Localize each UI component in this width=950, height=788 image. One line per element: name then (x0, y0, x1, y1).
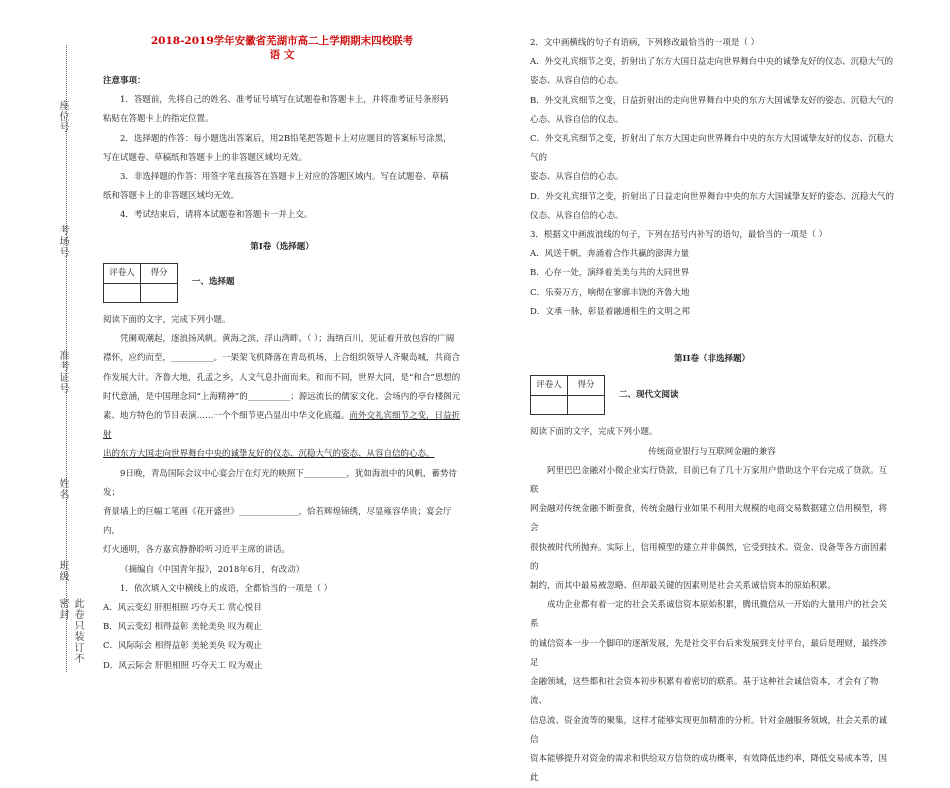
passage-line: 时代意涵，是中国理念同“上海精神”的__________；源远流长的儒家文化、会场内的亭台楼阁元 (103, 391, 461, 402)
score-label: 得分 (141, 263, 178, 283)
grader-box-row (530, 375, 894, 415)
option-line: 仪态、从容自信的心态。 (530, 210, 624, 221)
option-line: 姿态、从容自信的心态。 (530, 76, 624, 87)
note-line: 写在试题卷、草稿纸和答题卡上的非答题区域均无效。 (103, 152, 308, 163)
article-line: 的诚信资本一步一个脚印的逐渐发展，先是社交平台后来发展到支付平台，最后是理财，最终涉足 (530, 638, 888, 668)
name-label: 姓名 (57, 478, 68, 500)
option-line: C．风际际会 相得益彰 美轮美奂 叹为观止 (103, 641, 263, 652)
note-line: 2．选择题的作答：每小题选出答案后，用2B铅笔把答题卡上对应题目的答案标号涂黑， (120, 133, 452, 144)
passage-text: 素、地方特色的节目表演……一个个细节更凸显出中华文化底蕴。 (103, 411, 350, 422)
option-line: D．风云际会 肝胆相照 巧夺天工 叹为观止 (103, 660, 263, 671)
option-line: 姿态、从容自信的心态。 (530, 172, 624, 183)
notes-heading: 注意事项： (103, 76, 146, 86)
seal-notice: 此卷只装订不密封 (57, 598, 83, 664)
note-line: 粘贴在答题卡上的指定位置。 (103, 114, 214, 125)
note-line: 3．非选择题的作答：用签字笔直接答在答题卡上对应的答题区域内。写在试题卷、草稿 (120, 172, 449, 183)
option-line: A．风送千帆，奔涌着合作共赢的澎湃力量 (530, 249, 690, 260)
reading-intro: 阅读下面的文字，完成下列小题。 (103, 315, 231, 326)
part1-title: 第Ⅰ卷（选择题） (250, 241, 314, 252)
note-line: 4．考试结束后，请将本试题卷和答题卡一并上交。 (120, 210, 313, 221)
part2-title: 第II卷（非选择题） (674, 354, 750, 365)
passage-line: 9日晚，青岛国际会议中心宴会厅在灯光的映照下__________，犹如海浪中的风帆，蓄势待发； (103, 468, 457, 498)
question-1: 1．依次填入文中横线上的成语，全都恰当的一项是（ ） (120, 583, 333, 594)
option-line: 心态、从容自信的仪态。 (530, 114, 624, 125)
passage-line: 襟怀，应约而至，__________。一架架飞机降落在青岛机场，上合组织领导人齐聚岛城，共商合 (103, 353, 461, 364)
question-3: 3．根据文中画波浪线的句子，下列在括号内补写的语句，最恰当的一项是（ ） (530, 230, 828, 241)
option-line: B．外交礼宾细节之变，日益折射出的走向世界舞台中央的东方大国诚挚友好的姿态、沉稳大气的 (530, 95, 894, 106)
note-line: 纸和答题卡上的非答题区域均无效。 (103, 191, 240, 202)
article-line: 成功企业都有着一定的社会关系诚信资本原始积累，腾讯微信从一开始的大量用户的社会关系 (530, 600, 888, 630)
passage-line: 凭阑观潮起，逐浪扬风帆。黄海之滨，浮山湾畔。（ ）；海纳百川，见证着开放包容的广阔 (120, 334, 455, 345)
article-line: 制约，而其中最易被忽略、但却最关键的因素则是社会关系诚信资本的原始积累。 (530, 581, 837, 592)
option-line: D．文承一脉，彰显着融通相生的文明之邦 (530, 306, 690, 317)
source-line: （摘编自《中国青年报》，2018年6月，有改动） (120, 564, 305, 575)
option-line: A．外交礼宾细节之变，折射出了东方大国日益走向世界舞台中央的诚挚友好的仪态、沉稳大气的 (530, 57, 894, 68)
article-line: 很快被时代所抛弃。实际上，信用模型的建立并非偶然，它受到技术、资金、设备等各方面因素的 (530, 542, 888, 572)
passage-line: 灯火通明，各方嘉宾静静聆听习近平主席的讲话。 (103, 545, 291, 556)
option-line: B．心存一处，演绎着美美与共的大同世界 (530, 268, 690, 279)
option-line: B．风云变幻 相得益彰 美轮美奂 叹为观止 (103, 622, 262, 633)
article-line: 资本能够提升对资金的需求和供给双方信贷的成功概率，有效降低违约率，降低交易成本等，因此 (530, 753, 888, 784)
exam-title: 2018-2019学年安徽省芜湖市高二上学期期末四校联考 (150, 35, 414, 47)
question-2: 2．文中画横线的句子有语病，下列修改最恰当的一项是（ ） (530, 38, 760, 48)
passage-line (103, 407, 461, 445)
article-line: 网金融对传统金融不断蚕食，传统金融行业如果不利用大规模的电商交易数据建立信用模型，将会 (530, 504, 888, 534)
option-line: C．乐奏万方，响彻在寥廓丰饶的齐鲁大地 (530, 287, 690, 298)
passage-line: 背景墙上的巨幅工笔画《花开盛世》______________，恰若辉煌锦绣，尽显雍容华贵；宴会厅内， (103, 507, 452, 537)
underlined-sentence: 而外交礼宾细节之变，日益折射 (103, 411, 461, 441)
class-label: 班级 (57, 560, 68, 582)
grader-cell (104, 284, 141, 303)
article-line: 阿里巴巴金融对小微企业实行贷款，目前已有了几十万家用户借助这个平台完成了贷款。互联 (530, 465, 888, 496)
score-cell (568, 396, 605, 415)
seat-label: 座位号 (57, 100, 68, 133)
article-title: 传统商业银行与互联网金融的兼容 (648, 446, 776, 457)
note-line: 1．答题前，先将自己的姓名、准考证号填写在试题卷和答题卡上，并将准考证号条形码 (120, 95, 449, 106)
left-column (103, 34, 461, 676)
exam-room-label: 考场号 (57, 225, 68, 258)
article-line: 金融领域，这些都和社会资本初步积累有着密切的联系。基于这种社会诚信资本，才会有了物流、 (530, 677, 879, 707)
grader-label: 评卷人 (531, 376, 568, 396)
option-line: C．外交礼宾细节之变，折射出了东方大国走向世界舞台中央的东方大国诚挚友好的仪态、沉稳大气的 (530, 134, 894, 164)
grader-table (530, 375, 605, 415)
reading-intro: 阅读下面的文字，完成下列小题。 (530, 427, 658, 438)
grader-cell (531, 396, 568, 415)
score-label: 得分 (568, 376, 605, 396)
grader-table (103, 263, 178, 303)
section-heading: 一、选择题 (192, 277, 235, 288)
passage-line: 作发展大计。齐鲁大地，孔孟之乡，人文气息扑面而来。和而不同，世界大同，是“和合”思想的 (103, 372, 461, 383)
subject-title: 语 文 (269, 49, 295, 61)
option-line: A．风云变幻 肝胆相照 巧夺天工 赏心悦目 (103, 603, 262, 614)
score-cell (141, 284, 178, 303)
underlined-sentence-cont: 出的东方大国走向世界舞台中央的诚挚友好的仪态、沉稳大气的姿态、从容自信的心态。 (103, 449, 435, 460)
option-line: D．外交礼宾细节之变，折射出了日益走向世界舞台中央的东方大国诚挚友好的姿态、沉稳大气的 (530, 191, 894, 202)
grader-box-row (103, 263, 461, 303)
ticket-number-label: 准考证号 (57, 350, 68, 394)
grader-label: 评卷人 (104, 263, 141, 283)
article-line: 信息流、资金流等的聚集，这样才能够实现更加精准的分析。针对金融服务领域，社会关系的诚信 (530, 715, 888, 745)
right-column (530, 34, 894, 788)
section-heading: 二、现代文阅读 (619, 389, 679, 400)
